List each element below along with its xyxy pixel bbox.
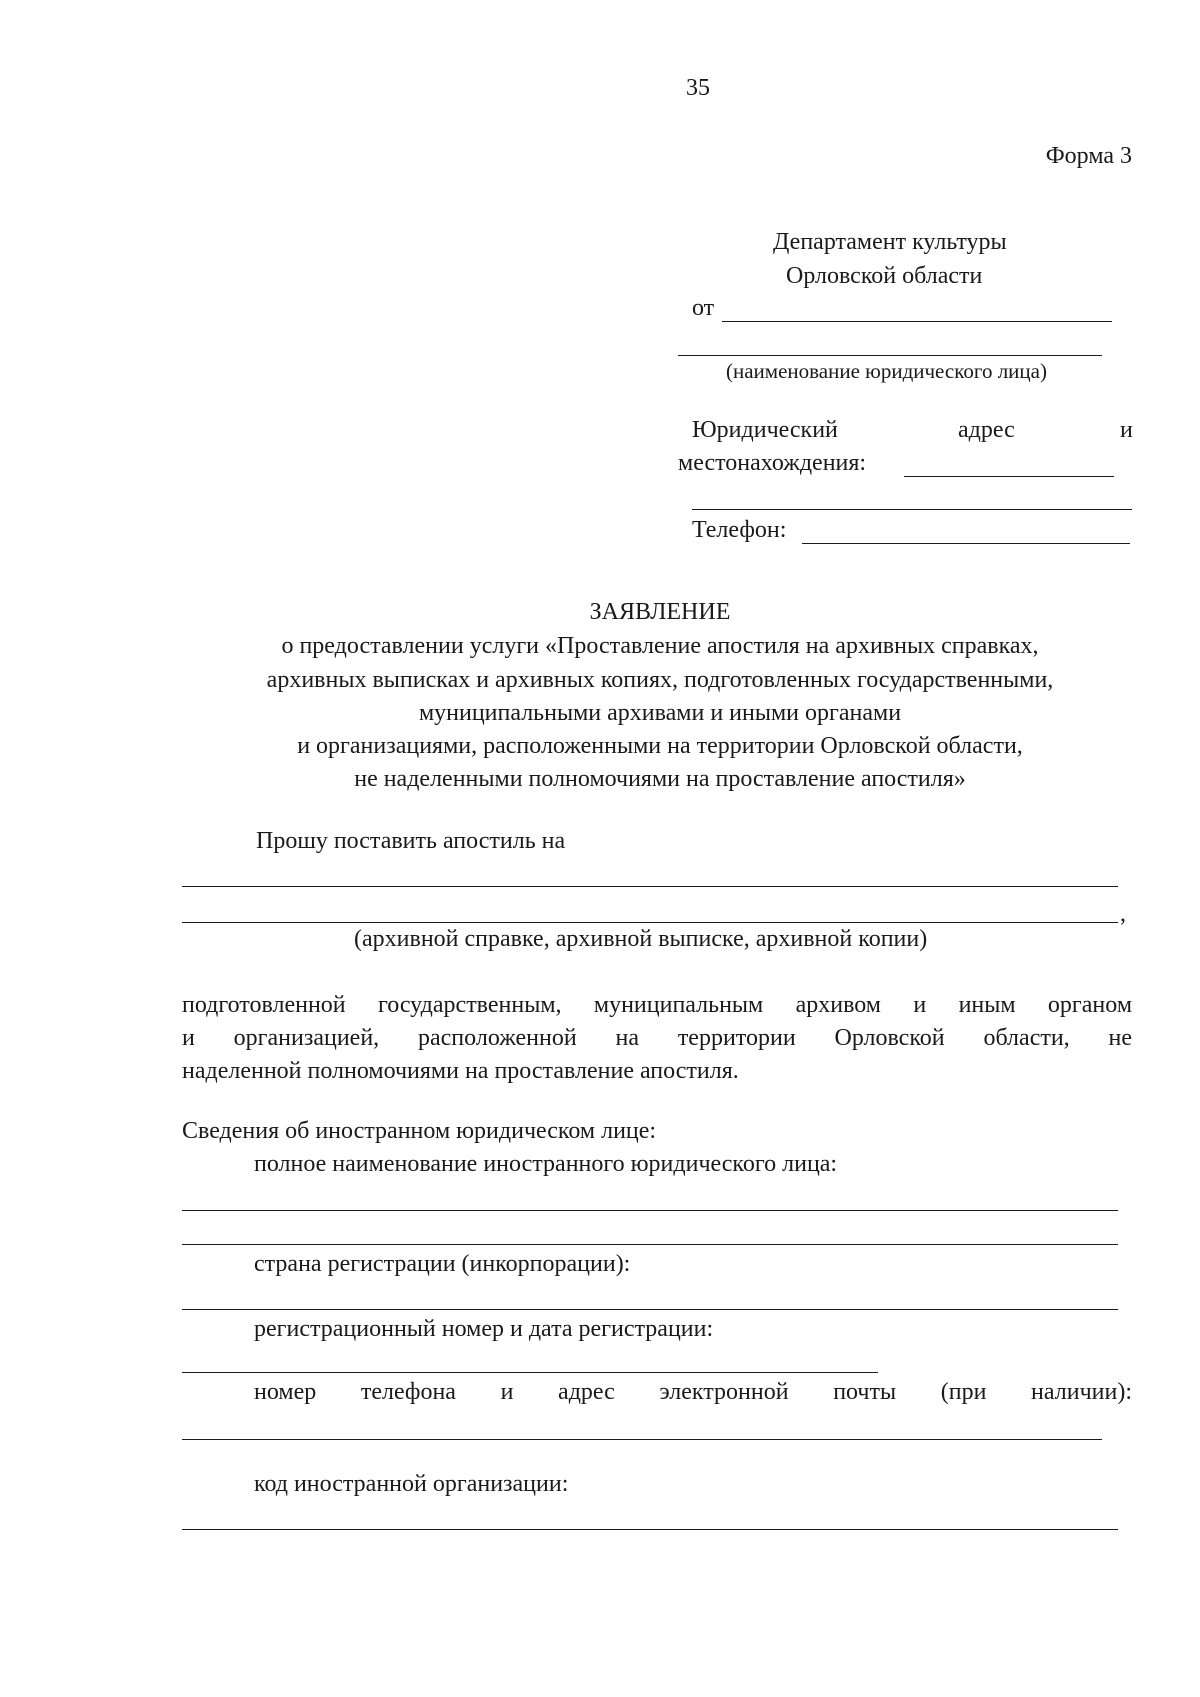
title-line-5: не наделенными полномочиями на проставление апостиля» [354,766,966,792]
recipient-line-2: Орловской области [786,263,983,289]
location-label: местонахождения: [678,450,867,476]
phone-field-line[interactable] [802,543,1130,544]
foreign-entity-heading: Сведения об иностранном юридическом лице: [182,1118,657,1144]
full-name-label: полное наименование иностранного юридического лица: [254,1151,838,1177]
trailing-comma: , [1120,901,1126,927]
address-extra-line[interactable] [692,509,1132,510]
title-line-3: муниципальными архивами и иными органами [418,700,902,726]
address-word-3: и [1120,417,1133,443]
doc-type-caption: (архивной справке, архивной выписке, архивной копии) [354,926,928,952]
org-code-label: код иностранной организации: [254,1471,569,1497]
paragraph-line-3: наделенной полномочиями на проставление апостиля. [182,1058,739,1084]
address-word-2: адрес [958,417,1015,443]
entity-name-caption: (наименование юридического лица) [726,359,1047,383]
phone-label: Телефон: [692,517,787,543]
phone-email-label: номер телефона и адрес электронной почты (при наличии): [254,1379,1132,1405]
from-field-line[interactable] [722,321,1112,322]
document-line-2[interactable] [182,922,1118,923]
page-number: 35 [686,75,710,101]
org-code-field-line[interactable] [182,1529,1118,1530]
location-field-line[interactable] [904,476,1114,477]
address-word-1: Юридический [692,417,838,443]
title-line-4: и организациями, расположенными на территории Орловской области, [297,733,1023,759]
full-name-line-2[interactable] [182,1244,1118,1245]
document-line-1[interactable] [182,886,1118,887]
country-field-line[interactable] [182,1309,1118,1310]
from-label: от [692,295,715,321]
entity-name-line[interactable] [678,355,1102,356]
paragraph-line-2: и организацией, расположенной на территории Орловской области, не [182,1025,1132,1051]
request-text: Прошу поставить апостиль на [256,828,566,854]
title-line-1: о предоставлении услуги «Проставление апостиля на архивных справках, [281,633,1039,659]
paragraph-line-1: подготовленной государственным, муниципальным архивом и иным органом [182,992,1132,1018]
document-heading: ЗАЯВЛЕНИЕ [589,599,731,625]
full-name-line-1[interactable] [182,1210,1118,1211]
reg-number-field-line[interactable] [182,1372,878,1373]
recipient-line-1: Департамент культуры [773,229,1007,255]
title-line-2: архивных выписках и архивных копиях, подготовленных государственными, [266,667,1054,693]
form-label: Форма 3 [1045,143,1132,169]
reg-number-label: регистрационный номер и дата регистрации: [254,1316,714,1342]
country-label: страна регистрации (инкорпорации): [254,1251,631,1277]
phone-email-field-line[interactable] [182,1439,1102,1440]
